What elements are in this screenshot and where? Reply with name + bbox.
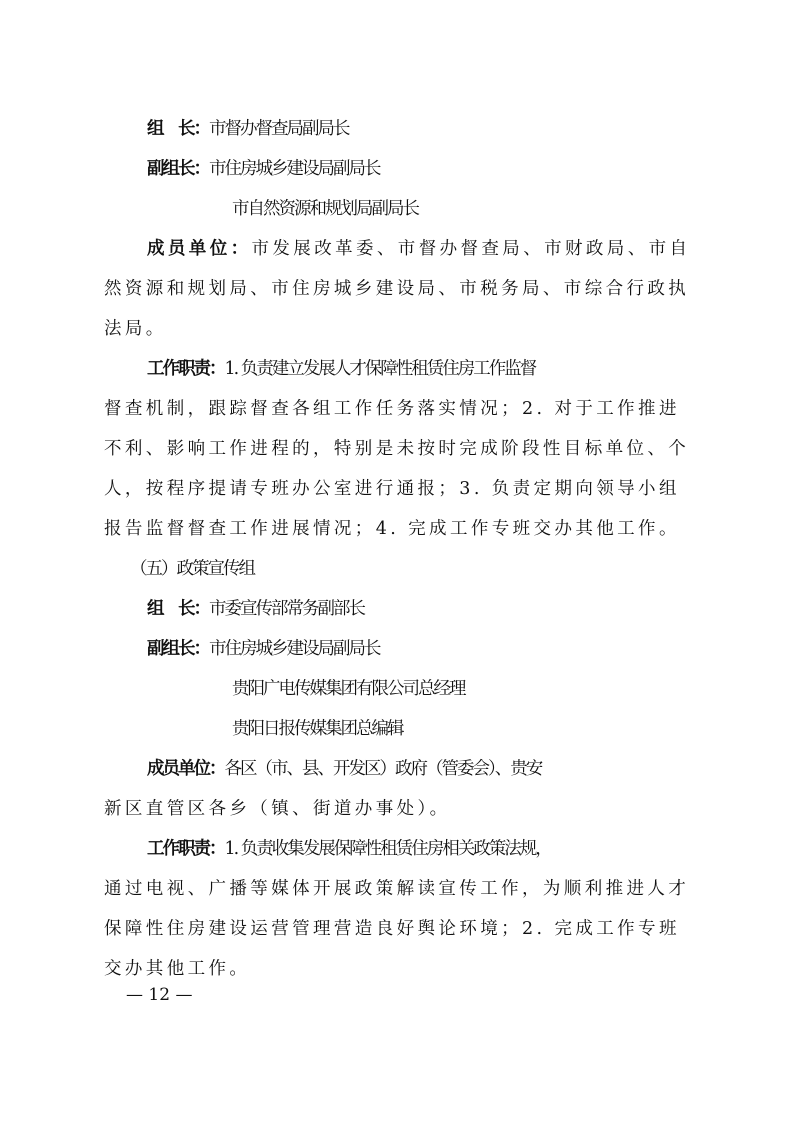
s4-duties-label: 工作职责： — [147, 359, 225, 379]
s5-members-label: 成员单位： — [147, 759, 225, 779]
s4-duties-text3: 不利、影响工作进程的，特别是未按时完成阶段性目标单位、个 — [104, 439, 690, 459]
s4-duties-text5: 报告监督督查工作进展情况；4. 完成工作专班交办其他工作。 — [104, 519, 680, 539]
s5-deputy1-text: 市住房城乡建设局副局长 — [209, 639, 380, 659]
s5-deputy3-text: 贵阳日报传媒集团总编辑 — [232, 719, 403, 739]
s5-members-text2: 新区直管区各乡（镇、街道办事处）。 — [104, 799, 451, 819]
s4-members-line1 — [147, 237, 694, 261]
s4-deputy2-text: 市自然资源和规划局副局长 — [232, 199, 418, 219]
s5-duties-label: 工作职责： — [147, 839, 225, 859]
s5-leader-label: 组 长： — [147, 599, 209, 619]
s4-duties-text2: 督查机制，跟踪督查各组工作任务落实情况；2. 对于工作推进 — [104, 399, 680, 419]
s4-deputy-label: 副组长： — [147, 159, 209, 179]
s5-deputy-line — [147, 637, 737, 661]
s4-leader-label: 组 长： — [147, 119, 209, 139]
s5-members-text1: 各区（市、县、开发区）政府（管委会）、贵安 — [224, 759, 542, 779]
s5-leader-line — [147, 597, 737, 621]
s4-duties-text1: 1. 负责建立发展人才保障性租赁住房工作监督 — [224, 359, 536, 379]
s5-duties-text3: 保障性住房建设运营管理营造良好舆论环境；2. 完成工作专班 — [104, 919, 680, 939]
s5-duties-text2: 通过电视、广播等媒体开展政策解读宣传工作，为顺利推进人才 — [104, 879, 690, 899]
s5-deputy-label: 副组长： — [147, 639, 209, 659]
s4-leader-text: 市督办督查局副局长 — [209, 119, 349, 139]
s5-heading: （五）政策宣传组 — [130, 559, 254, 579]
s4-deputy1-text: 市住房城乡建设局副局长 — [209, 159, 380, 179]
s4-duties-line1 — [147, 357, 737, 381]
s5-members-line1 — [147, 757, 737, 781]
s4-members-label: 成员单位： — [147, 239, 252, 259]
page-number: — 12 — — [126, 985, 193, 1005]
s4-members-text3: 法局。 — [104, 319, 167, 339]
s5-duties-text1: 1. 负责收集发展保障性租赁住房相关政策法规， — [224, 839, 551, 859]
s4-duties-text4: 人，按程序提请专班办公室进行通报；3. 负责定期向领导小组 — [104, 479, 680, 499]
s5-deputy2-text: 贵阳广电传媒集团有限公司总经理 — [232, 679, 465, 699]
s5-leader-text: 市委宣传部常务副部长 — [209, 599, 364, 619]
s4-members-text1: 市发展改革委、市督办督查局、市财政局、市自 — [251, 239, 691, 259]
s4-deputy-line — [147, 157, 737, 181]
s4-leader-line — [147, 117, 737, 141]
s5-duties-text4: 交办其他工作。 — [104, 959, 251, 979]
s4-members-text2: 然资源和规划局、市住房城乡建设局、市税务局、市综合行政执 — [104, 279, 690, 299]
s5-duties-line1 — [147, 837, 737, 861]
